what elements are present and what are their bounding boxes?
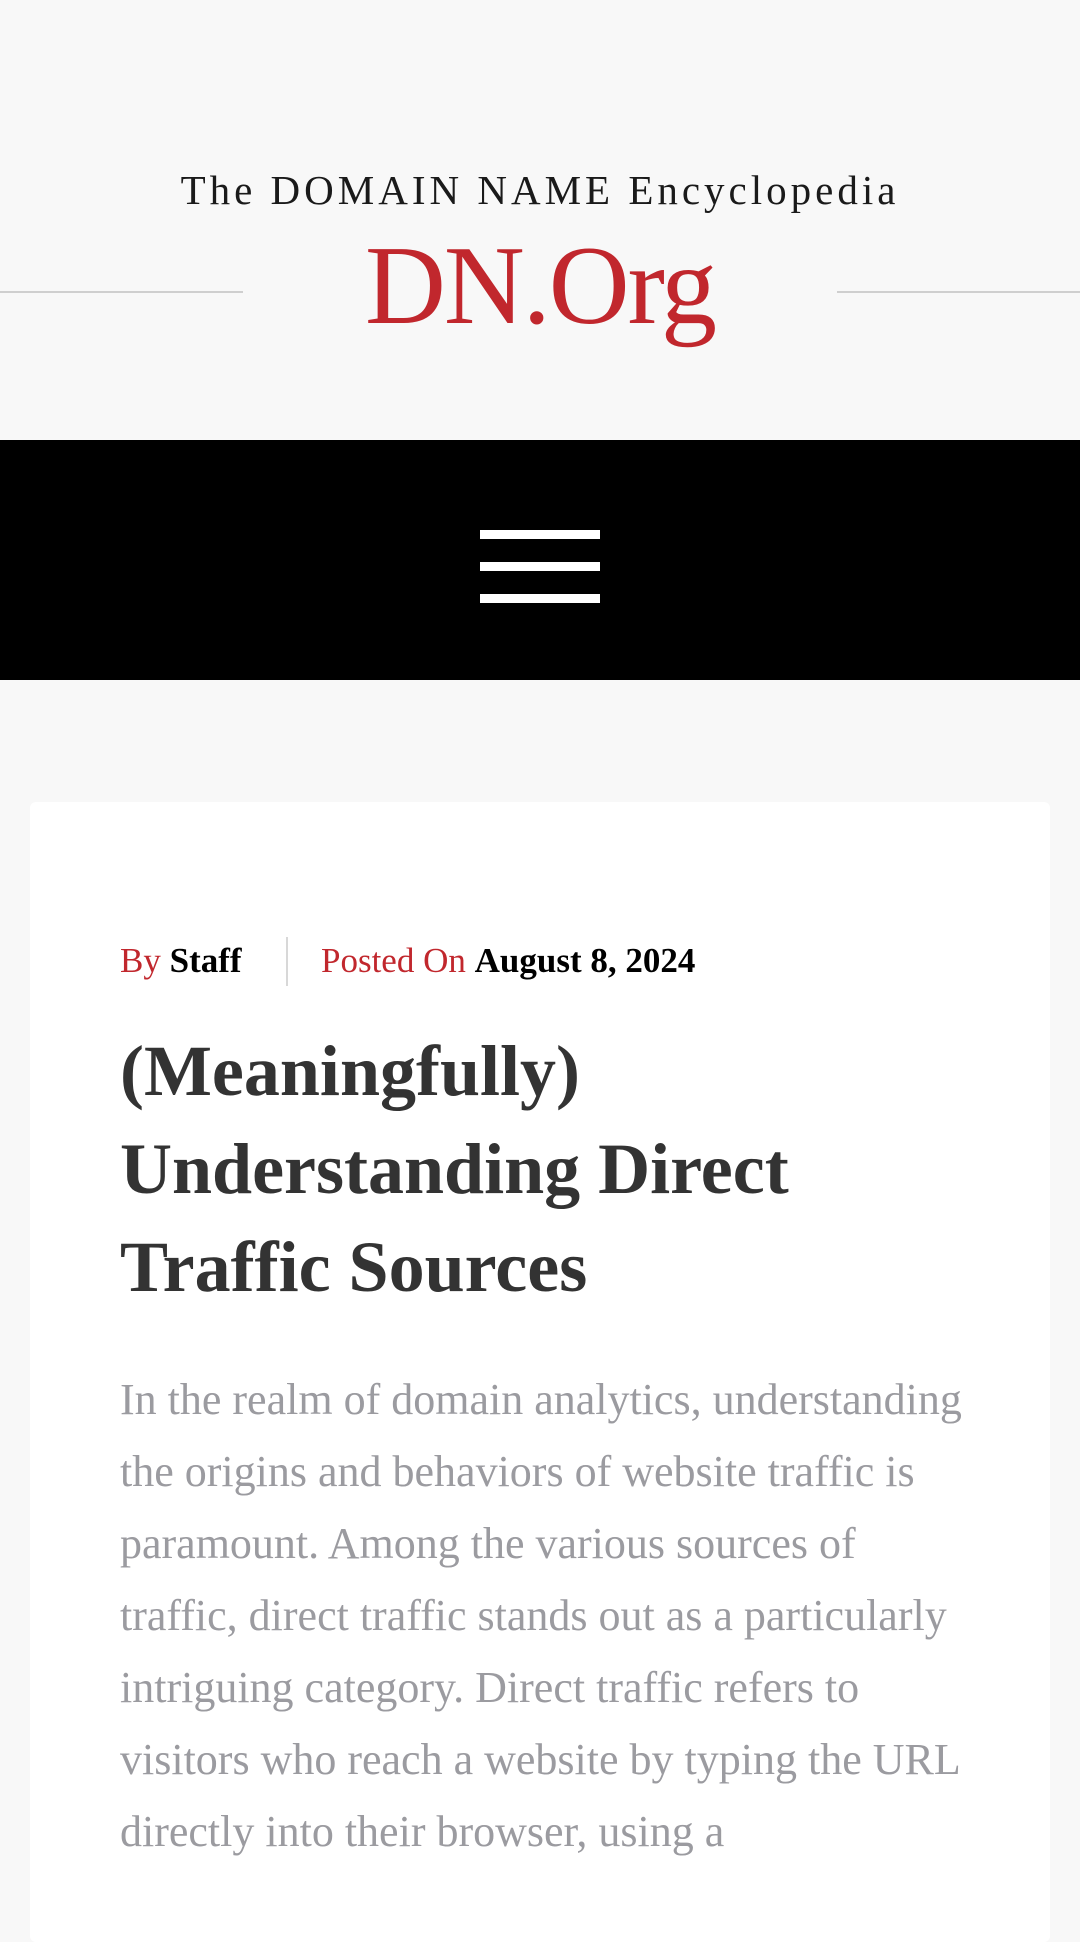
meta-divider: [286, 937, 288, 986]
hamburger-bar: [480, 530, 600, 539]
hamburger-bar: [480, 594, 600, 603]
by-label: By: [120, 941, 161, 980]
author-link[interactable]: Staff: [169, 941, 242, 980]
hamburger-bar: [480, 562, 600, 571]
site-logo[interactable]: DN.Org: [365, 224, 715, 348]
posted-on-label: Posted On: [321, 941, 466, 980]
article-excerpt: In the realm of domain analytics, understanding the origins and behaviors of website traffic is paramount. Among the various sources of traffic, direct traffic stands out as a particularly intriguing category. Direct traffic refers to visitors who reach a website by typing the URL directly into their browser, using a: [120, 1375, 962, 1856]
post-date-meta: [321, 936, 695, 986]
post-author-meta: [120, 936, 242, 986]
site-tagline: The DOMAIN NAME Encyclopedia: [180, 167, 900, 213]
post-date-link[interactable]: August 8, 2024: [474, 941, 696, 980]
article-title[interactable]: (Meaningfully) Understanding Direct Traffic Sources: [120, 1031, 789, 1307]
hamburger-menu-icon[interactable]: [480, 530, 600, 604]
site-header: [0, 0, 1080, 440]
